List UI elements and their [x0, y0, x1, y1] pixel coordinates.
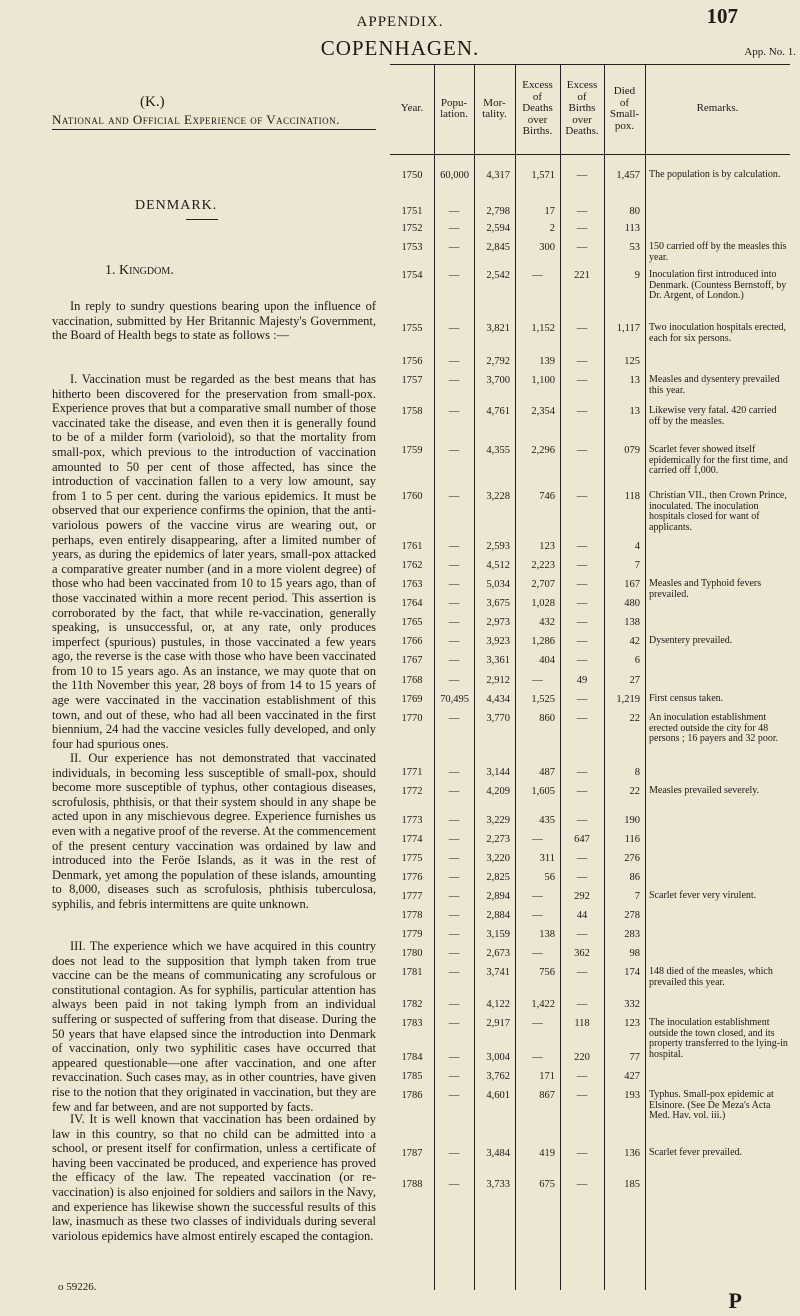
cell-population: — [448, 270, 460, 281]
cell-excess-births: 647 [574, 834, 590, 845]
section-rule [52, 129, 376, 130]
cell-excess-deaths: 435 [539, 815, 555, 826]
cell-remarks: Measles and Typhoid fevers prevailed. [649, 578, 762, 600]
paragraph-2: II. Our experience has not demonstrated that vaccinated individuals, in becoming less susceptible of small-pox, should become more susceptible of typhus, other contagious diseases, scrofulosis, phthisis, or that their system should in any shape be acted upon in any mischievous degree. Experience furnishes us even with a negative proof of the reverse. At the commencement of the present century vaccination was ordained by law and introduced into the Feröe Islands, as it was in the rest of Denmark, yet among the population of these islands, amounting to 8,000, diseases such as scrofulosis, phthisis tuberculosa, syphilis, and febris intermittens are quite unknown. [52, 751, 376, 911]
cell-excess-births: — [576, 1090, 588, 1101]
cell-excess-births: — [576, 242, 588, 253]
cell-excess-births: — [576, 617, 588, 628]
cell-excess-deaths: 139 [539, 356, 555, 367]
cell-excess-deaths: 419 [539, 1148, 555, 1159]
cell-excess-births: — [576, 223, 588, 234]
cell-year: 1771 [401, 767, 423, 778]
cell-remarks: Scarlet fever showed itself epidemically for the first time, and carried off 1,000. [649, 444, 788, 476]
cell-excess-births: — [576, 815, 588, 826]
cell-excess-births: — [576, 713, 588, 724]
cell-smallpox-deaths: 193 [624, 1090, 640, 1101]
cell-excess-deaths: 1,028 [531, 598, 555, 609]
cell-excess-births: — [576, 999, 588, 1010]
cell-excess-births: 292 [574, 891, 590, 902]
cell-excess-deaths: 867 [539, 1090, 555, 1101]
cell-remarks: Measles and dysentery prevailed this year. [649, 374, 780, 396]
cell-smallpox-deaths: 22 [629, 786, 640, 797]
header-mortality: Mor- tality. [482, 96, 507, 120]
cell-smallpox-deaths: 332 [624, 999, 640, 1010]
cell-mortality: 3,220 [486, 853, 510, 864]
cell-population: — [448, 1148, 460, 1159]
table-header-rule [390, 154, 790, 155]
cell-mortality: 2,673 [486, 948, 510, 959]
cell-population: — [448, 786, 460, 797]
cell-mortality: 3,762 [486, 1071, 510, 1082]
cell-remarks: Scarlet fever prevailed. [649, 1147, 743, 1158]
cell-year: 1786 [401, 1090, 423, 1101]
cell-excess-births: — [576, 655, 588, 666]
cell-remarks: Scarlet fever very virulent. [649, 890, 757, 901]
cell-excess-deaths: — [532, 891, 543, 902]
cell-smallpox-deaths: 7 [634, 891, 640, 902]
cell-remarks: First census taken. [649, 693, 724, 704]
cell-excess-births: — [576, 375, 588, 386]
cell-smallpox-deaths: 42 [629, 636, 640, 647]
cell-smallpox-deaths: 427 [624, 1071, 640, 1082]
cell-excess-deaths: — [532, 948, 543, 959]
cell-year: 1764 [401, 598, 423, 609]
cell-excess-births: — [576, 356, 588, 367]
cell-excess-births: — [576, 1071, 588, 1082]
cell-smallpox-deaths: 1,117 [616, 323, 640, 334]
cell-excess-births: — [576, 636, 588, 647]
cell-mortality: 4,355 [486, 445, 510, 456]
cell-excess-births: 49 [576, 675, 588, 686]
cell-year: 1777 [401, 891, 423, 902]
cell-excess-deaths: 746 [539, 491, 555, 502]
cell-mortality: 3,361 [486, 655, 510, 666]
cell-excess-deaths: 311 [539, 853, 555, 864]
cell-excess-births: — [576, 598, 588, 609]
cell-year: 1763 [401, 579, 423, 590]
cell-population: — [448, 1090, 460, 1101]
cell-year: 1759 [401, 445, 423, 456]
cell-mortality: 2,845 [486, 242, 510, 253]
cell-remarks: An inoculation establishment erected outside the city for 48 persons ; 16 payers and 32 poor. [649, 712, 779, 744]
cell-excess-deaths: 487 [539, 767, 555, 778]
column-divider [645, 64, 646, 1290]
cell-smallpox-deaths: 4 [634, 541, 640, 552]
cell-year: 1750 [401, 170, 423, 181]
cell-remarks: Likewise very fatal. 420 carried off by the measles. [649, 405, 777, 427]
cell-remarks: 148 died of the measles, which prevailed this year. [649, 966, 773, 988]
cell-excess-deaths: — [532, 910, 543, 921]
cell-excess-births: — [576, 872, 588, 883]
cell-excess-deaths: 1,422 [531, 999, 555, 1010]
cell-year: 1751 [401, 206, 423, 217]
cell-mortality: 2,593 [486, 541, 510, 552]
cell-population: — [448, 834, 460, 845]
cell-year: 1773 [401, 815, 423, 826]
cell-excess-births: 362 [574, 948, 590, 959]
cell-mortality: 2,542 [486, 270, 510, 281]
cell-mortality: 4,317 [486, 170, 510, 181]
cell-year: 1756 [401, 356, 423, 367]
cell-mortality: 4,512 [486, 560, 510, 571]
cell-excess-births: — [576, 445, 588, 456]
cell-mortality: 2,825 [486, 872, 510, 883]
cell-year: 1757 [401, 375, 423, 386]
cell-smallpox-deaths: 77 [629, 1052, 640, 1063]
page-number: 107 [706, 4, 738, 28]
cell-excess-births: — [576, 853, 588, 864]
cell-smallpox-deaths: 283 [624, 929, 640, 940]
cell-excess-deaths: 404 [539, 655, 555, 666]
cell-population: — [448, 636, 460, 647]
cell-year: 1781 [401, 967, 423, 978]
cell-excess-deaths: 2,707 [531, 579, 555, 590]
cell-smallpox-deaths: 86 [629, 872, 640, 883]
cell-population: — [448, 655, 460, 666]
cell-excess-births: — [576, 967, 588, 978]
cell-remarks: Inoculation first introduced into Denmark. (Countess Bernstoff, by Dr. Argent, of London.) [649, 269, 787, 301]
cell-year: 1788 [401, 1179, 423, 1190]
statistics-table [390, 64, 790, 1290]
cell-excess-deaths: 1,571 [531, 170, 555, 181]
cell-population: — [448, 541, 460, 552]
cell-mortality: 4,601 [486, 1090, 510, 1101]
cell-population: — [448, 1052, 460, 1063]
cell-excess-births: — [576, 491, 588, 502]
cell-smallpox-deaths: 27 [629, 675, 640, 686]
cell-excess-deaths: 2,354 [531, 406, 555, 417]
cell-excess-deaths: 1,100 [531, 375, 555, 386]
cell-excess-deaths: 17 [544, 206, 555, 217]
cell-year: 1785 [401, 1071, 423, 1082]
cell-smallpox-deaths: 480 [624, 598, 640, 609]
cell-year: 1754 [401, 270, 423, 281]
cell-year: 1774 [401, 834, 423, 845]
cell-excess-deaths: 300 [539, 242, 555, 253]
cell-excess-births: — [576, 560, 588, 571]
section-title: National and Official Experience of Vaccination. [52, 112, 340, 127]
cell-smallpox-deaths: 118 [624, 491, 640, 502]
cell-mortality: 3,741 [486, 967, 510, 978]
country-heading: DENMARK. [135, 198, 218, 213]
paragraph-1: I. Vaccination must be regarded as the best means that has hitherto been discovered for the preservation from small-pox. Experience proves that but a comparative small number of those vaccinated take the disease, and even then it is generally found to be of a milder form (varioloid), so that the mortality from small-pox, which previous to the introduction of vaccination amounted to 50 per cent of those affected, has since the introduction of vaccination fallen to a very low amount, say from 1 to 5 per cent. during the various epidemics. It must be observed that our experience confirms the opinion, that the anti-variolous powers of the vaccine virus are wearing out, or perhaps, even entirely disappearing, after a limited number of years, as during the epidemics of later years, small-pox attacked a comparative greater number (and in a more violent degree) of those who had been vaccinated from 10 to 15 years ago, than of those vaccinated within a more recent period. This assertion is corroborated by the fact, that while re-vaccination, generally speaking, is unsuccessful, or, at any rate, only produces imperfect (spurious) pustules, in those vaccinated a few years ago, the reverse is the case with those who have been vaccinated from 10 to 15 years ago. As an instance, we may quote that on the 11th November this year, 28 boys of from 14 to 15 years of age were vaccinated in the vaccination establishment of this town, and out of these, who had all been vaccinated in the first biennium, 24 had the vaccine vesicles fully developed, and only four had spurious ones. [52, 372, 376, 751]
cell-excess-deaths: 2 [549, 223, 555, 234]
cell-excess-births: — [576, 767, 588, 778]
cell-mortality: 4,209 [486, 786, 510, 797]
cell-smallpox-deaths: 80 [629, 206, 640, 217]
header-population: Popu- lation. [440, 96, 468, 120]
cell-excess-deaths: 756 [539, 967, 555, 978]
cell-smallpox-deaths: 7 [634, 560, 640, 571]
header-remarks: Remarks. [696, 102, 739, 115]
cell-excess-births: 118 [574, 1018, 590, 1029]
cell-mortality: 2,884 [486, 910, 510, 921]
cell-smallpox-deaths: 113 [624, 223, 640, 234]
header-smallpox-deaths: Died of Small- pox. [609, 85, 640, 132]
cell-population: — [448, 323, 460, 334]
cell-smallpox-deaths: 136 [624, 1148, 640, 1159]
cell-mortality: 3,484 [486, 1148, 510, 1159]
header-excess-deaths: Excess of Deaths over Births. [522, 79, 553, 138]
cell-year: 1767 [401, 655, 423, 666]
cell-mortality: 2,912 [486, 675, 510, 686]
cell-mortality: 4,122 [486, 999, 510, 1010]
cell-remarks: Dysentery prevailed. [649, 635, 733, 646]
cell-population: — [448, 242, 460, 253]
cell-smallpox-deaths: 53 [629, 242, 640, 253]
paragraph-3: III. The experience which we have acquired in this country does not lead to the supposition that lymph taken from true vaccine can be the means of communicating any scrofulous or constitutional contagion. As for syphilis, particular attention has always been paid in not taking lymph from an individual suffering or suspected of suffering from that disease. During the 50 years that have elapsed since the introduction into Denmark of vaccination, only two syphilitic cases have occurred that appeared questionable—one after vaccination, and one after revaccination. Such cases may, as in other countries, have given rise to the notion that they originated in vaccination, but they are few and far between, and are not supported by facts. [52, 939, 376, 1114]
cell-excess-births: — [576, 1179, 588, 1190]
cell-population: — [448, 891, 460, 902]
cell-population: — [448, 617, 460, 628]
cell-population: — [448, 967, 460, 978]
paragraph-4: IV. It is well known that vaccination has been ordained by law in this country, so that no child can be admitted into a school, or present itself for confirmation, unless a certificate of having been vaccinated be produced, and experience has proved the efficacy of the law. The repeated vaccination (or re-vaccination) is also enjoined for soldiers and sailors in the Navy, and experience has likewise shown the successful results of this law, inasmuch as these two classes of individuals during several variolous epidemics have almost entirely escaped the contagion. [52, 1112, 376, 1243]
cell-population: — [448, 948, 460, 959]
cell-mortality: 2,894 [486, 891, 510, 902]
header-year: Year. [400, 102, 424, 115]
cell-excess-deaths: — [532, 270, 543, 281]
cell-mortality: 3,159 [486, 929, 510, 940]
cell-smallpox-deaths: 13 [629, 406, 640, 417]
cell-year: 1753 [401, 242, 423, 253]
cell-population: — [448, 1179, 460, 1190]
cell-year: 1762 [401, 560, 423, 571]
cell-population: — [448, 356, 460, 367]
cell-population: 70,495 [440, 694, 469, 705]
cell-mortality: 3,229 [486, 815, 510, 826]
cell-year: 1760 [401, 491, 423, 502]
cell-population: — [448, 445, 460, 456]
cell-year: 1787 [401, 1148, 423, 1159]
cell-year: 1779 [401, 929, 423, 940]
cell-mortality: 4,434 [486, 694, 510, 705]
subsection-heading: 1. Kingdom. [105, 263, 174, 278]
cell-excess-births: — [576, 206, 588, 217]
cell-year: 1778 [401, 910, 423, 921]
cell-remarks: Two inoculation hospitals erected, each for six persons. [649, 322, 787, 344]
cell-remarks: Measles prevailed severely. [649, 785, 760, 796]
cell-excess-deaths: — [532, 1052, 543, 1063]
cell-smallpox-deaths: 22 [629, 713, 640, 724]
cell-mortality: 3,923 [486, 636, 510, 647]
cell-excess-deaths: 675 [539, 1179, 555, 1190]
cell-year: 1761 [401, 541, 423, 552]
cell-smallpox-deaths: 8 [634, 767, 640, 778]
cell-excess-deaths: 1,286 [531, 636, 555, 647]
cell-excess-deaths: 56 [544, 872, 555, 883]
cell-excess-deaths: 1,525 [531, 694, 555, 705]
cell-excess-deaths: 432 [539, 617, 555, 628]
cell-population: — [448, 929, 460, 940]
cell-year: 1784 [401, 1052, 423, 1063]
cell-population: — [448, 999, 460, 1010]
cell-population: — [448, 1018, 460, 1029]
cell-mortality: 3,675 [486, 598, 510, 609]
cell-smallpox-deaths: 1,457 [616, 170, 640, 181]
cell-excess-deaths: 1,152 [531, 323, 555, 334]
cell-year: 1768 [401, 675, 423, 686]
cell-population: — [448, 815, 460, 826]
cell-mortality: 5,034 [486, 579, 510, 590]
cell-mortality: 3,770 [486, 713, 510, 724]
cell-year: 1780 [401, 948, 423, 959]
cell-mortality: 3,733 [486, 1179, 510, 1190]
cell-smallpox-deaths: 167 [624, 579, 640, 590]
cell-smallpox-deaths: 98 [629, 948, 640, 959]
cell-smallpox-deaths: 1,219 [616, 694, 640, 705]
cell-mortality: 2,917 [486, 1018, 510, 1029]
cell-remarks: The inoculation establishment outside the town closed, and its property transferred to the lying-in hospital. [649, 1017, 788, 1060]
cell-year: 1775 [401, 853, 423, 864]
cell-smallpox-deaths: 6 [634, 655, 640, 666]
cell-mortality: 2,273 [486, 834, 510, 845]
cell-population: — [448, 713, 460, 724]
cell-excess-deaths: 138 [539, 929, 555, 940]
cell-excess-births: — [576, 323, 588, 334]
cell-remarks: The population is by calculation. [649, 169, 781, 180]
cell-smallpox-deaths: 125 [624, 356, 640, 367]
cell-excess-deaths: 123 [539, 541, 555, 552]
table-top-rule [390, 64, 790, 65]
cell-smallpox-deaths: 116 [624, 834, 640, 845]
cell-excess-deaths: 1,605 [531, 786, 555, 797]
cell-population: — [448, 675, 460, 686]
cell-excess-births: — [576, 1148, 588, 1159]
appendix-header: APPENDIX. [356, 14, 444, 30]
cell-year: 1765 [401, 617, 423, 628]
cell-excess-deaths: 2,223 [531, 560, 555, 571]
cell-population: — [448, 206, 460, 217]
cell-population: — [448, 491, 460, 502]
cell-excess-births: 44 [576, 910, 588, 921]
cell-remarks: 150 carried off by the measles this year. [649, 241, 787, 263]
cell-smallpox-deaths: 138 [624, 617, 640, 628]
cell-population: — [448, 767, 460, 778]
cell-excess-births: — [576, 786, 588, 797]
cell-excess-births: 220 [574, 1052, 590, 1063]
cell-population: — [448, 579, 460, 590]
cell-mortality: 3,004 [486, 1052, 510, 1063]
cell-smallpox-deaths: 278 [624, 910, 640, 921]
cell-excess-births: — [576, 929, 588, 940]
cell-population: — [448, 853, 460, 864]
cell-excess-deaths: — [532, 1018, 543, 1029]
appendix-number: App. No. 1. [744, 46, 796, 58]
cell-population: — [448, 223, 460, 234]
cell-excess-deaths: 860 [539, 713, 555, 724]
cell-mortality: 4,761 [486, 406, 510, 417]
cell-mortality: 3,144 [486, 767, 510, 778]
cell-smallpox-deaths: 276 [624, 853, 640, 864]
country-rule [186, 219, 218, 220]
cell-mortality: 3,700 [486, 375, 510, 386]
cell-year: 1770 [401, 713, 423, 724]
cell-year: 1766 [401, 636, 423, 647]
cell-population: — [448, 910, 460, 921]
cell-excess-births: — [576, 406, 588, 417]
cell-year: 1758 [401, 406, 423, 417]
cell-population: — [448, 375, 460, 386]
cell-population: — [448, 1071, 460, 1082]
cell-population: — [448, 560, 460, 571]
cell-smallpox-deaths: 13 [629, 375, 640, 386]
cell-population: — [448, 598, 460, 609]
cell-excess-deaths: 2,296 [531, 445, 555, 456]
cell-population: — [448, 872, 460, 883]
header-excess-births: Excess of Births over Deaths. [565, 79, 599, 138]
cell-year: 1769 [401, 694, 423, 705]
cell-mortality: 2,792 [486, 356, 510, 367]
cell-year: 1755 [401, 323, 423, 334]
cell-mortality: 2,973 [486, 617, 510, 628]
cell-excess-deaths: — [532, 834, 543, 845]
cell-excess-births: — [576, 694, 588, 705]
cell-year: 1772 [401, 786, 423, 797]
signature-letter: P [728, 1288, 742, 1313]
cell-mortality: 3,821 [486, 323, 510, 334]
cell-year: 1782 [401, 999, 423, 1010]
cell-excess-deaths: 171 [539, 1071, 555, 1082]
cell-remarks: Typhus. Small-pox epidemic at Elsinore. (See De Meza's Acta Med. Hav. vol. iii.) [649, 1089, 774, 1121]
cell-smallpox-deaths: 185 [624, 1179, 640, 1190]
cell-mortality: 3,228 [486, 491, 510, 502]
cell-population: 60,000 [440, 170, 469, 181]
cell-smallpox-deaths: 174 [624, 967, 640, 978]
cell-population: — [448, 406, 460, 417]
cell-mortality: 2,798 [486, 206, 510, 217]
cell-remarks: Christian VII., then Crown Prince, inoculated. The inoculation hospitals closed for want of applicants. [649, 490, 787, 533]
cell-excess-births: — [576, 579, 588, 590]
cell-year: 1776 [401, 872, 423, 883]
cell-smallpox-deaths: 9 [634, 270, 640, 281]
section-label: (K.) [140, 94, 165, 110]
cell-year: 1783 [401, 1018, 423, 1029]
paragraph-intro: In reply to sundry questions bearing upon the influence of vaccination, submitted by Her Britannic Majesty's Government, the Board of Health begs to state as follows :— [52, 299, 376, 343]
cell-year: 1752 [401, 223, 423, 234]
cell-smallpox-deaths: 190 [624, 815, 640, 826]
page-title: COPENHAGEN. [320, 36, 480, 60]
footer-signature: o 59226. [58, 1281, 97, 1293]
cell-smallpox-deaths: 123 [624, 1018, 640, 1029]
cell-mortality: 2,594 [486, 223, 510, 234]
cell-excess-births: 221 [574, 270, 590, 281]
cell-excess-deaths: — [532, 675, 543, 686]
cell-excess-births: — [576, 541, 588, 552]
cell-smallpox-deaths: 079 [624, 445, 640, 456]
cell-excess-births: — [576, 170, 588, 181]
